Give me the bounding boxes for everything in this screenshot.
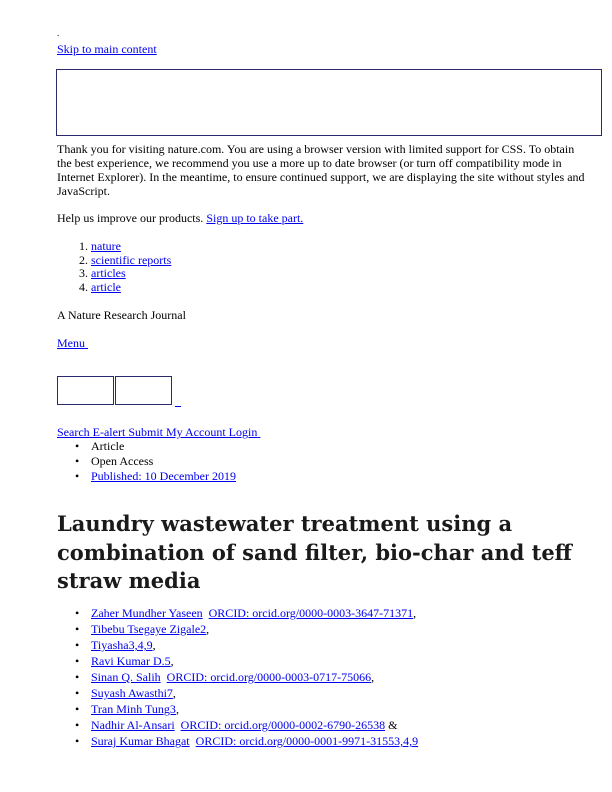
article-type: • Article bbox=[75, 439, 236, 454]
author-link[interactable]: Tibebu Tsegaye Zigale2 bbox=[91, 622, 207, 636]
author-separator: , bbox=[172, 686, 176, 700]
breadcrumb-link-scientific-reports[interactable]: scientific reports bbox=[91, 252, 172, 267]
author-link[interactable]: Nadhir Al-Ansari bbox=[91, 718, 175, 732]
menu-label: Menu bbox=[57, 336, 85, 350]
breadcrumb bbox=[57, 239, 171, 294]
author-link[interactable]: Zaher Mundher Yaseen bbox=[91, 606, 203, 620]
list-item bbox=[75, 670, 418, 686]
author-link[interactable]: Suyash Awasthi7 bbox=[91, 686, 173, 700]
author-separator: & bbox=[385, 718, 398, 732]
my-account-link[interactable]: My Account bbox=[166, 425, 226, 439]
orcid-link[interactable]: ORCID: orcid.org/0000-0002-6790-26538 bbox=[180, 718, 386, 732]
article-title: Laundry wastewater treatment using a combination of sand filter, bio-char and teff straw media bbox=[57, 511, 572, 593]
list-item bbox=[75, 638, 418, 654]
nature-logo-placeholder[interactable] bbox=[115, 376, 172, 405]
help-improve-text bbox=[57, 211, 303, 225]
access-badge: • Open Access bbox=[75, 454, 236, 469]
breadcrumb-item bbox=[91, 253, 171, 267]
orcid-link[interactable]: ORCID: orcid.org/0000-0001-9971-31553,4,9 bbox=[195, 734, 419, 748]
author-separator: , bbox=[371, 670, 375, 684]
author-separator: , bbox=[170, 654, 174, 668]
search-link[interactable]: Search bbox=[57, 425, 90, 439]
author-link[interactable]: Tiyasha3,4,9 bbox=[91, 638, 153, 652]
toolbar-links[interactable] bbox=[57, 425, 260, 439]
breadcrumb-item bbox=[91, 266, 171, 280]
journal-tagline: A Nature Research Journal bbox=[57, 308, 186, 322]
published-date bbox=[75, 469, 236, 484]
help-text: Help us improve our products. bbox=[57, 211, 207, 225]
list-item bbox=[75, 622, 418, 638]
menu-link[interactable] bbox=[57, 336, 88, 350]
orcid-link[interactable]: ORCID: orcid.org/0000-0003-3647-71371 bbox=[208, 606, 414, 620]
breadcrumb-link-article[interactable]: article bbox=[91, 280, 121, 295]
author-list bbox=[75, 606, 418, 750]
author-link[interactable]: Ravi Kumar D.5 bbox=[91, 654, 171, 668]
breadcrumb-item bbox=[91, 280, 171, 294]
article-meta bbox=[75, 439, 236, 484]
list-item bbox=[75, 686, 418, 702]
list-item bbox=[75, 606, 418, 622]
orcid-link[interactable]: ORCID: orcid.org/0000-0003-0717-75066 bbox=[166, 670, 372, 684]
author-separator: , bbox=[152, 638, 156, 652]
author-link[interactable]: Tran Minh Tung3 bbox=[91, 702, 176, 716]
author-separator: , bbox=[175, 702, 179, 716]
published-date-link[interactable]: Published: 10 December 2019 bbox=[91, 469, 236, 483]
top-dot: . bbox=[57, 28, 60, 38]
login-link[interactable]: Login bbox=[228, 425, 258, 439]
ad-banner-placeholder bbox=[56, 69, 602, 136]
sign-up-link[interactable]: Sign up to take part. bbox=[206, 211, 304, 225]
header-toolbar bbox=[57, 425, 260, 439]
list-item bbox=[75, 702, 418, 718]
author-link[interactable]: Sinan Q. Salih bbox=[91, 670, 161, 684]
list-item bbox=[75, 734, 418, 750]
breadcrumb-item bbox=[91, 239, 171, 253]
list-item bbox=[75, 718, 418, 734]
breadcrumb-link-nature[interactable]: nature bbox=[91, 239, 121, 253]
skip-to-content-link[interactable]: Skip to main content bbox=[57, 42, 157, 56]
list-item bbox=[75, 654, 418, 670]
author-separator: , bbox=[413, 606, 417, 620]
author-link[interactable]: Suraj Kumar Bhagat bbox=[91, 734, 190, 748]
breadcrumb-link-articles[interactable]: articles bbox=[91, 266, 126, 281]
submit-link[interactable]: Submit bbox=[128, 425, 163, 439]
browser-notice: Thank you for visiting nature.com. You are using a browser version with limited support for CSS. To obtain the best experience, we recommend you use a more up to date browser (or turn off compatibility mode in Internet Explorer). In the meantime, to ensure continued support, we are displaying the site without styles and JavaScript. bbox=[57, 142, 585, 198]
ealert-link[interactable]: E-alert bbox=[92, 425, 126, 439]
author-separator: , bbox=[206, 622, 210, 636]
header-trailing-link[interactable]: _ bbox=[175, 394, 181, 408]
journal-logo-placeholder[interactable] bbox=[57, 376, 114, 405]
